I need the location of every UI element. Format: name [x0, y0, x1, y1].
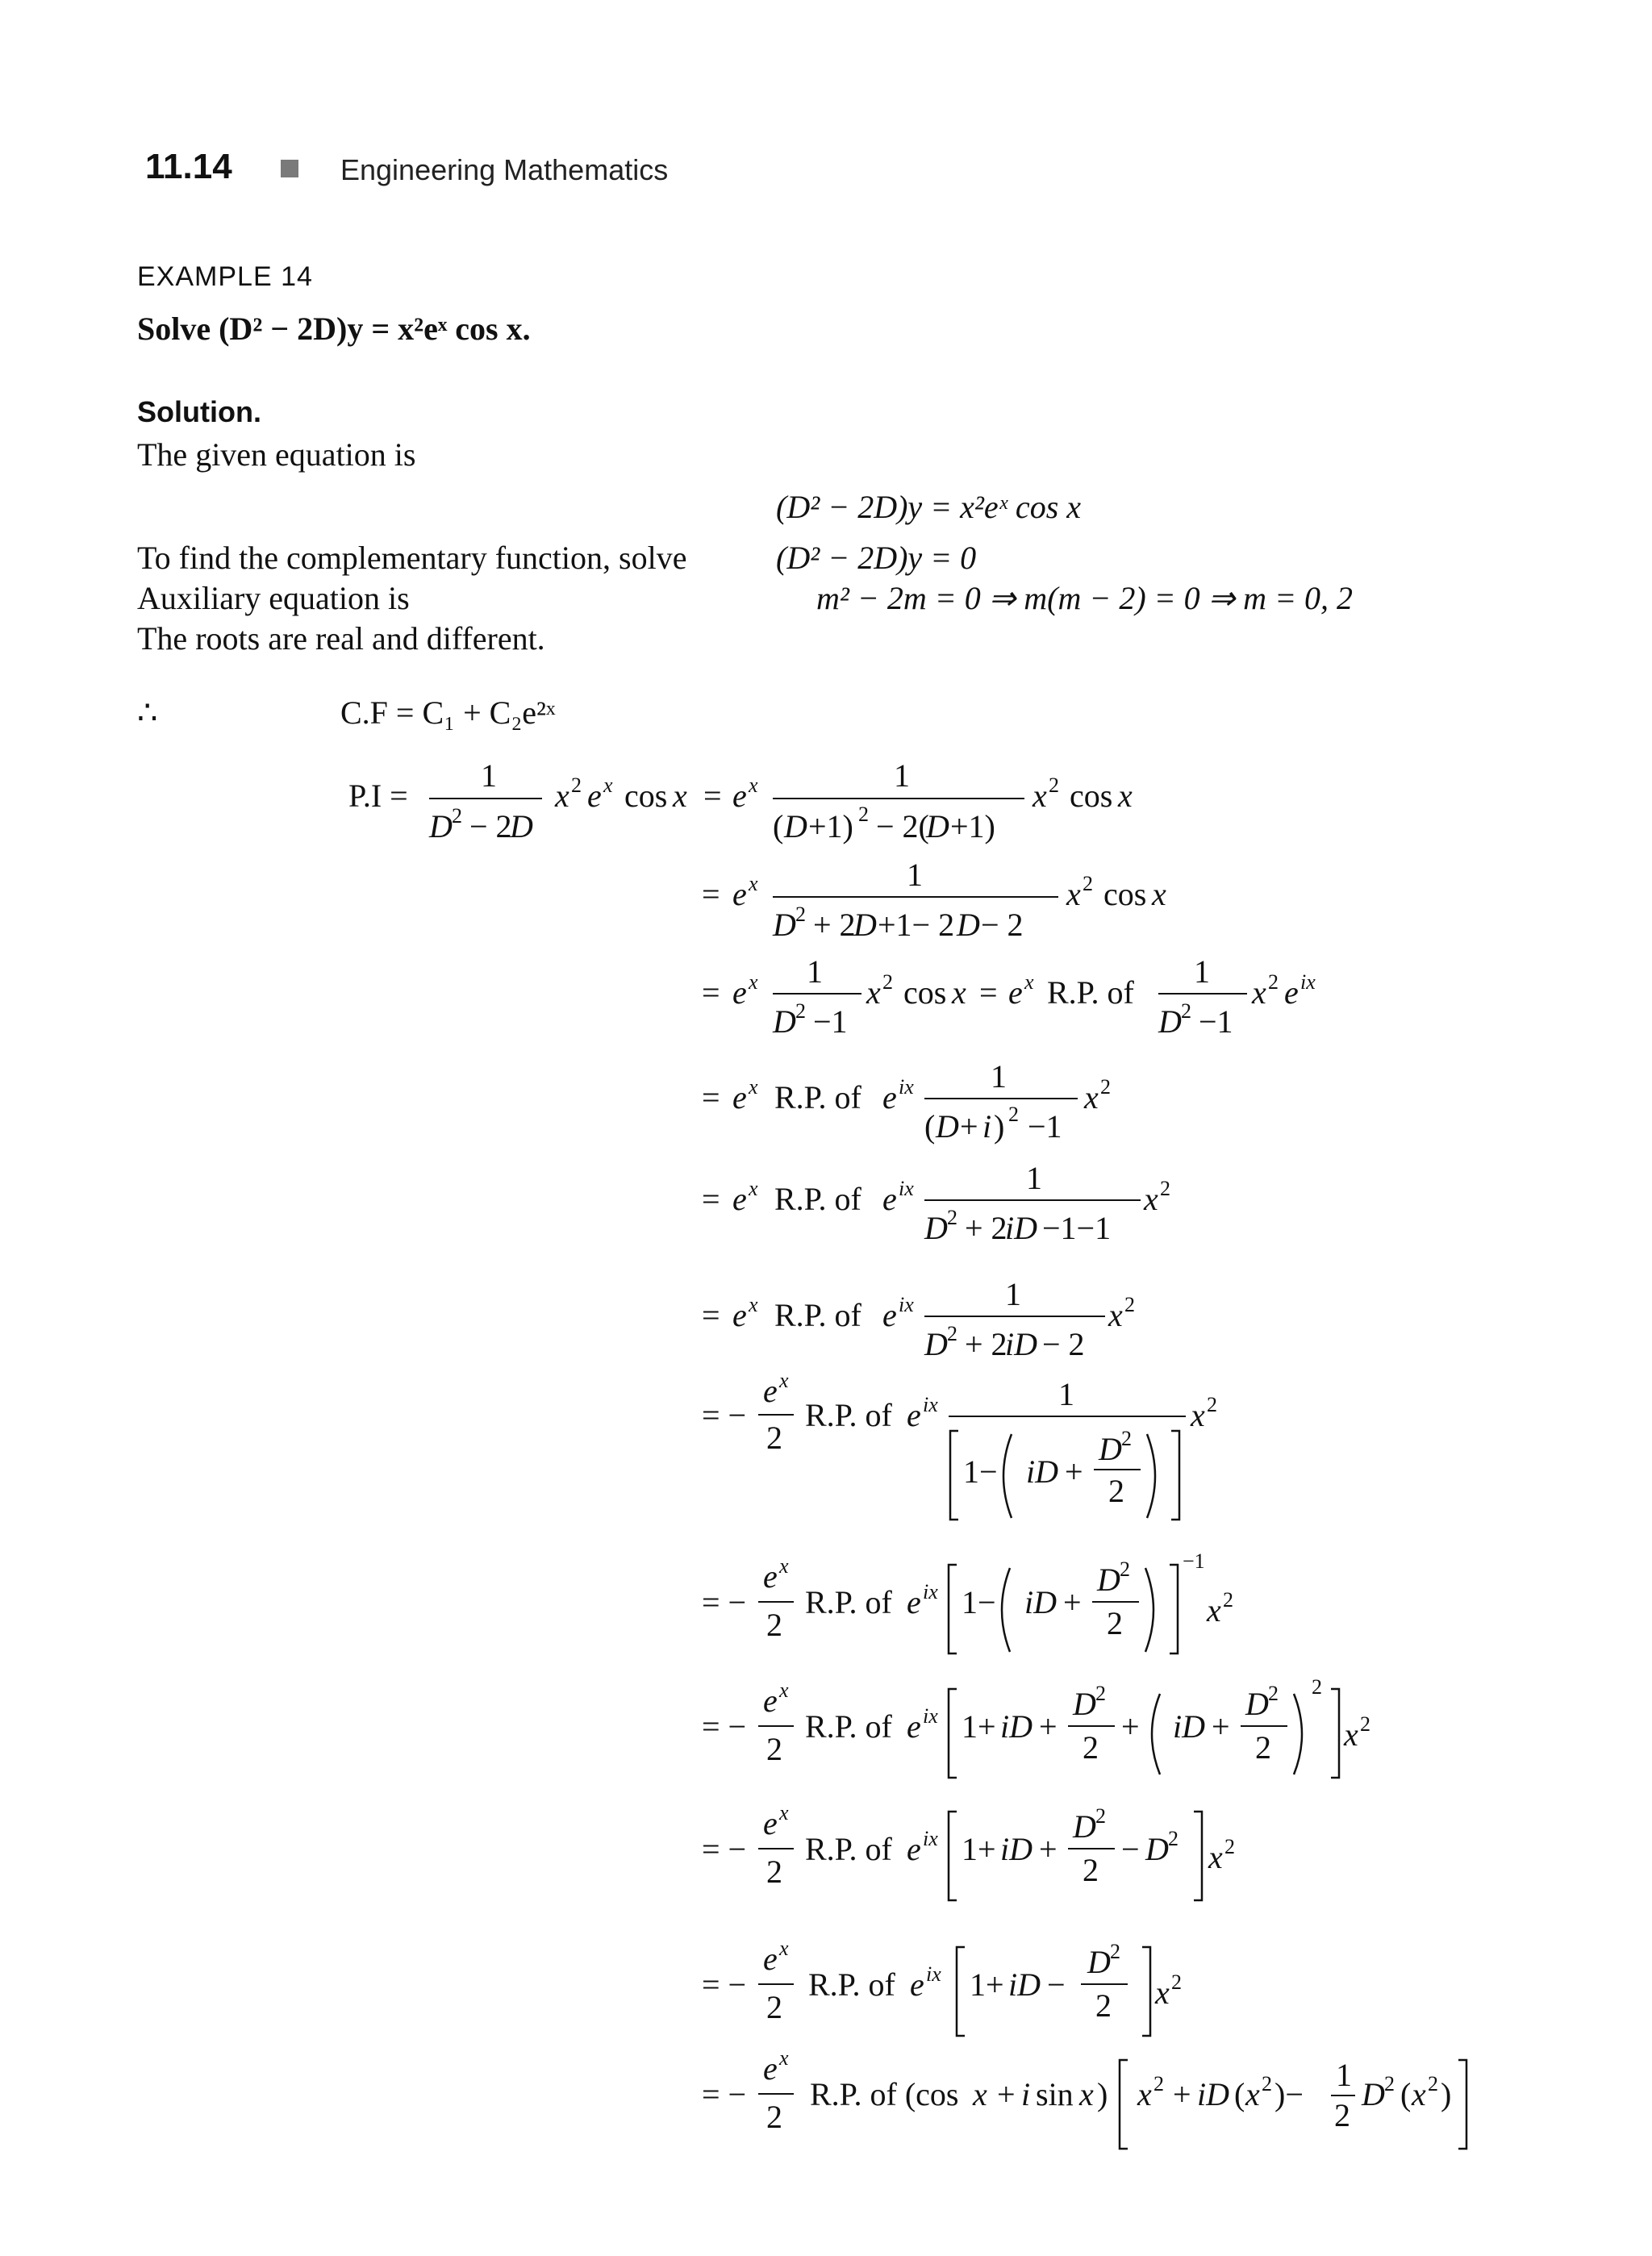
svg-text:1−: 1− — [962, 1584, 996, 1620]
pi-step-8 — [702, 1549, 1233, 1653]
pi-step-10 — [702, 1801, 1235, 1900]
svg-text:1: 1 — [481, 757, 497, 794]
svg-text:− 2: − 2 — [469, 808, 512, 844]
svg-text:R.P. of: R.P. of — [805, 1708, 892, 1745]
svg-text:−1: −1 — [813, 1003, 848, 1040]
svg-text:2: 2 — [1008, 1103, 1019, 1126]
svg-text:e: e — [1284, 974, 1299, 1011]
svg-text:): ) — [1441, 2076, 1452, 2112]
svg-text:x: x — [779, 1369, 789, 1392]
svg-text:D: D — [429, 808, 453, 844]
svg-text:+: + — [1173, 2076, 1191, 2112]
page-number: 11.14 — [145, 147, 232, 186]
svg-text:2: 2 — [1207, 1393, 1217, 1416]
svg-text:D: D — [1245, 1686, 1269, 1722]
svg-text:2: 2 — [795, 903, 806, 926]
solution-line-cf: To find the complementary function, solve — [137, 540, 687, 576]
svg-text:=: = — [702, 1079, 720, 1115]
svg-text:D: D — [926, 808, 949, 844]
svg-text:e: e — [732, 876, 747, 912]
svg-text:x: x — [779, 1937, 789, 1960]
svg-text:+1): +1) — [950, 808, 995, 844]
pi-step-6 — [702, 1276, 1135, 1362]
svg-text:x: x — [1079, 2076, 1094, 2112]
svg-text:2: 2 — [1160, 1177, 1170, 1200]
svg-text:2: 2 — [1153, 2072, 1164, 2095]
svg-text:e: e — [763, 1373, 778, 1409]
svg-text:iD: iD — [1005, 1326, 1037, 1362]
auxiliary-equation: m² − 2m = 0 ⇒ m(m − 2) = 0 ⇒ m = 0, 2 — [816, 580, 1354, 616]
svg-text:2: 2 — [947, 1206, 957, 1229]
pi-step-4 — [702, 1058, 1111, 1145]
svg-text:1: 1 — [1336, 2057, 1352, 2093]
svg-text:D: D — [1099, 1431, 1122, 1467]
svg-text:− 2: − 2 — [981, 907, 1024, 943]
svg-text:D: D — [773, 1003, 796, 1040]
svg-text:2: 2 — [1262, 2072, 1272, 2095]
svg-text:2: 2 — [1083, 1729, 1099, 1766]
svg-text:2: 2 — [766, 1731, 782, 1767]
svg-text:x: x — [973, 2076, 987, 2112]
svg-text:=: = — [702, 1181, 720, 1217]
example-label: EXAMPLE 14 — [137, 261, 313, 292]
svg-text:x: x — [749, 970, 758, 994]
svg-text:e: e — [907, 1831, 921, 1867]
svg-text:ix: ix — [923, 1704, 938, 1728]
svg-text:+ 2: + 2 — [813, 907, 856, 943]
svg-text:−1: −1 — [1028, 1108, 1062, 1145]
svg-text:D: D — [957, 907, 980, 943]
svg-text:+: + — [1065, 1453, 1083, 1490]
svg-text:+1): +1) — [808, 808, 853, 844]
svg-text:−1−1: −1−1 — [1042, 1210, 1112, 1246]
equation-given: (D² − 2D)y = x²eˣ cos x — [776, 489, 1082, 525]
svg-text:= −: = − — [702, 1966, 747, 2003]
pi-step-11 — [702, 1937, 1182, 2036]
svg-text:1: 1 — [1005, 1276, 1021, 1312]
svg-text:+ 2: + 2 — [965, 1326, 1007, 1362]
svg-text:e: e — [882, 1297, 897, 1333]
svg-text:x: x — [749, 774, 758, 797]
solution-label: Solution. — [137, 395, 261, 428]
svg-text:2: 2 — [1107, 1605, 1123, 1641]
svg-text:ix: ix — [899, 1075, 914, 1099]
svg-text:x: x — [1152, 876, 1166, 912]
svg-text:2: 2 — [1110, 1940, 1120, 1963]
svg-text:1: 1 — [991, 1058, 1007, 1095]
svg-text:2: 2 — [1120, 1558, 1130, 1581]
svg-text:D: D — [1158, 1003, 1182, 1040]
svg-text:= −: = − — [702, 1831, 747, 1867]
svg-text:D: D — [853, 907, 877, 943]
svg-text:1: 1 — [1194, 953, 1210, 990]
svg-text:x: x — [749, 1177, 758, 1200]
svg-text:− 2: − 2 — [1042, 1326, 1085, 1362]
svg-text:iD: iD — [1026, 1453, 1058, 1490]
svg-text:cos: cos — [1070, 778, 1113, 814]
svg-text:ix: ix — [899, 1177, 914, 1200]
svg-text:2: 2 — [766, 1607, 782, 1643]
svg-text:= −: = − — [702, 2076, 747, 2112]
svg-text:e: e — [882, 1181, 897, 1217]
svg-text:2: 2 — [1124, 1293, 1135, 1316]
svg-text:e: e — [907, 1584, 921, 1620]
svg-text:+: + — [1121, 1708, 1140, 1745]
svg-text:x: x — [866, 974, 881, 1011]
svg-text:1+: 1+ — [970, 1966, 1004, 2003]
svg-text:x: x — [1412, 2076, 1426, 2112]
svg-text:2: 2 — [1121, 1427, 1132, 1450]
pi-step-9 — [702, 1675, 1370, 1778]
svg-text:D: D — [1073, 1808, 1096, 1845]
example-statement: Solve (D² − 2D)y = x²eˣ cos x. — [137, 311, 531, 347]
svg-text:)−: )− — [1274, 2076, 1304, 2112]
svg-text:= −: = − — [702, 1397, 747, 1433]
svg-text:i: i — [1021, 2076, 1031, 2112]
svg-text:D: D — [510, 808, 533, 844]
svg-text:x: x — [1108, 1297, 1123, 1333]
pi-step-12 — [702, 2046, 1466, 2149]
svg-text:x: x — [749, 1293, 758, 1316]
svg-text:x: x — [952, 974, 966, 1011]
svg-text:+: + — [997, 2076, 1016, 2112]
svg-text:x: x — [1252, 974, 1266, 1011]
svg-text:1+: 1+ — [962, 1831, 996, 1867]
svg-text:e: e — [1008, 974, 1023, 1011]
svg-text:2: 2 — [1268, 1682, 1279, 1705]
svg-text:−1: −1 — [1199, 1003, 1233, 1040]
svg-text:D: D — [924, 1326, 948, 1362]
svg-text:2: 2 — [1095, 1987, 1112, 2024]
svg-text:2: 2 — [452, 804, 462, 828]
therefore-symbol: ∴ — [137, 694, 158, 731]
svg-text:+: + — [960, 1108, 978, 1145]
solution-line-auxiliary: Auxiliary equation is — [137, 580, 410, 616]
svg-text:ix: ix — [923, 1580, 938, 1603]
svg-text:1: 1 — [907, 857, 923, 893]
svg-text:2: 2 — [1181, 999, 1191, 1023]
pi-step-3 — [702, 953, 1316, 1040]
svg-text:2: 2 — [571, 774, 582, 797]
svg-text:1−: 1− — [963, 1453, 998, 1490]
svg-text:i: i — [982, 1108, 992, 1145]
svg-text:x: x — [1344, 1716, 1358, 1753]
svg-text:e: e — [763, 1941, 778, 1977]
svg-text:iD: iD — [1008, 1966, 1041, 2003]
svg-text:R.P. of: R.P. of — [805, 1831, 892, 1867]
svg-text:+ 2: + 2 — [965, 1210, 1007, 1246]
svg-text:x: x — [1118, 778, 1133, 814]
svg-text:2: 2 — [858, 803, 869, 826]
svg-text:x: x — [1066, 876, 1081, 912]
svg-text:e: e — [732, 1297, 747, 1333]
svg-text:e: e — [910, 1966, 924, 2003]
svg-text:ix: ix — [899, 1293, 914, 1316]
svg-text:+: + — [1212, 1708, 1230, 1745]
svg-text:D: D — [773, 907, 796, 943]
svg-text:x: x — [1191, 1397, 1205, 1433]
svg-text:ix: ix — [926, 1962, 941, 1986]
svg-text:+: + — [1039, 1831, 1058, 1867]
svg-text:x: x — [1155, 1975, 1170, 2011]
svg-text:1: 1 — [1058, 1376, 1074, 1412]
svg-text:D: D — [1073, 1686, 1096, 1722]
svg-text:cos: cos — [1103, 876, 1147, 912]
svg-text:=: = — [702, 974, 720, 1011]
svg-text:2: 2 — [1095, 1682, 1106, 1705]
svg-text:R.P. of: R.P. of — [1047, 974, 1134, 1011]
svg-text:2: 2 — [1100, 1075, 1111, 1099]
svg-text:2: 2 — [1171, 1970, 1182, 1994]
svg-text:x: x — [1084, 1079, 1099, 1115]
svg-text:iD: iD — [1173, 1708, 1205, 1745]
svg-text:2: 2 — [1083, 1852, 1099, 1888]
svg-text:1: 1 — [1026, 1160, 1042, 1196]
svg-text:− 2(: − 2( — [876, 808, 929, 844]
svg-text:x: x — [779, 2046, 789, 2070]
svg-text:= −: = − — [702, 1708, 747, 1745]
svg-text:e: e — [732, 974, 747, 1011]
svg-text:2: 2 — [766, 1854, 782, 1890]
svg-text:D: D — [784, 808, 807, 844]
pi-step-7 — [702, 1369, 1217, 1520]
svg-text:−1: −1 — [1183, 1549, 1205, 1573]
svg-text:(: ( — [924, 1108, 936, 1145]
svg-text:e: e — [763, 1558, 778, 1595]
svg-text:=: = — [703, 778, 722, 814]
svg-text:2: 2 — [1223, 1588, 1233, 1612]
svg-text:iD: iD — [1197, 2076, 1229, 2112]
svg-text:2: 2 — [1334, 2097, 1350, 2133]
svg-text:D: D — [1097, 1562, 1120, 1598]
svg-text:x: x — [1245, 2076, 1260, 2112]
svg-text:e: e — [763, 2050, 778, 2087]
svg-text:cos: cos — [903, 974, 947, 1011]
svg-text:x: x — [673, 778, 687, 814]
svg-text:e: e — [732, 1181, 747, 1217]
svg-text:e: e — [763, 1805, 778, 1841]
svg-text:): ) — [994, 1108, 1005, 1145]
solution-line-roots: The roots are real and different. — [137, 620, 545, 657]
svg-text:=: = — [702, 876, 720, 912]
book-title: Engineering Mathematics — [340, 153, 669, 186]
pi-step-5 — [702, 1160, 1170, 1246]
complementary-function: C.F = C₁ + C₂e²ˣ — [340, 694, 556, 731]
svg-text:2: 2 — [1384, 2072, 1395, 2095]
svg-text:D: D — [936, 1108, 959, 1145]
svg-text:x: x — [603, 774, 613, 797]
svg-text:2: 2 — [795, 999, 806, 1023]
svg-text:e: e — [907, 1397, 921, 1433]
svg-text:e: e — [732, 1079, 747, 1115]
svg-text:D: D — [1145, 1831, 1169, 1867]
svg-text:2: 2 — [766, 1989, 782, 2025]
svg-text:x: x — [1024, 970, 1034, 994]
svg-text:(: ( — [773, 808, 784, 844]
svg-text:1: 1 — [807, 953, 823, 990]
svg-text:x: x — [1208, 1839, 1223, 1875]
svg-text:=: = — [702, 1297, 720, 1333]
svg-text:2: 2 — [1428, 2072, 1438, 2095]
svg-text:iD: iD — [1000, 1708, 1032, 1745]
svg-text:R.P. of: R.P. of — [774, 1297, 861, 1333]
svg-text:cos: cos — [624, 778, 668, 814]
svg-text:x: x — [779, 1678, 789, 1702]
svg-text:x: x — [1207, 1592, 1221, 1628]
svg-text:2: 2 — [1224, 1835, 1235, 1858]
svg-text:x: x — [749, 1075, 758, 1099]
svg-text:+: + — [1039, 1708, 1058, 1745]
svg-text:= −: = − — [702, 1584, 747, 1620]
svg-text:e: e — [732, 778, 747, 814]
svg-text:R.P. of: R.P. of — [808, 1966, 895, 2003]
svg-text:): ) — [1097, 2076, 1108, 2112]
svg-text:−: − — [1121, 1831, 1140, 1867]
svg-text:2: 2 — [1168, 1827, 1179, 1850]
svg-text:2: 2 — [1049, 774, 1059, 797]
svg-text:D: D — [924, 1210, 948, 1246]
svg-text:+1− 2: +1− 2 — [878, 907, 955, 943]
svg-text:+: + — [1063, 1584, 1082, 1620]
svg-text:e: e — [907, 1708, 921, 1745]
solution-line-given: The given equation is — [137, 436, 416, 473]
svg-text:2: 2 — [1268, 970, 1279, 994]
pi-step-1 — [348, 757, 1133, 844]
svg-text:D: D — [1362, 2076, 1385, 2112]
svg-text:x: x — [779, 1554, 789, 1578]
svg-text:x: x — [555, 778, 569, 814]
svg-text:e: e — [882, 1079, 897, 1115]
svg-text:1+: 1+ — [962, 1708, 996, 1745]
svg-text:ix: ix — [1300, 970, 1316, 994]
svg-text:x: x — [1144, 1181, 1158, 1217]
svg-text:2: 2 — [1312, 1675, 1322, 1699]
svg-text:(: ( — [1400, 2076, 1412, 2112]
svg-text:2: 2 — [1255, 1729, 1271, 1766]
svg-text:=: = — [979, 974, 998, 1011]
svg-text:R.P. of: R.P. of — [774, 1079, 861, 1115]
svg-text:−: − — [1047, 1966, 1066, 2003]
svg-text:R.P. of (cos: R.P. of (cos — [810, 2076, 959, 2112]
svg-text:e: e — [763, 1683, 778, 1719]
svg-text:(: ( — [1234, 2076, 1245, 2112]
equation-homogeneous: (D² − 2D)y = 0 — [776, 540, 977, 576]
svg-text:x: x — [1137, 2076, 1152, 2112]
svg-text:x: x — [749, 872, 758, 895]
pi-step-2 — [702, 857, 1166, 943]
svg-text:2: 2 — [1083, 872, 1093, 895]
svg-text:R.P. of: R.P. of — [774, 1181, 861, 1217]
svg-text:R.P. of: R.P. of — [805, 1584, 892, 1620]
svg-text:2: 2 — [947, 1322, 957, 1345]
svg-text:iD: iD — [1024, 1584, 1057, 1620]
svg-text:ix: ix — [923, 1827, 938, 1850]
svg-text:sin: sin — [1036, 2076, 1074, 2112]
svg-text:2: 2 — [1108, 1473, 1124, 1509]
svg-text:x: x — [779, 1801, 789, 1824]
svg-text:ix: ix — [923, 1393, 938, 1416]
svg-text:2: 2 — [882, 970, 893, 994]
svg-text:R.P. of: R.P. of — [805, 1397, 892, 1433]
svg-text:2: 2 — [766, 2099, 782, 2135]
svg-text:2: 2 — [766, 1420, 782, 1456]
svg-text:2: 2 — [1360, 1712, 1370, 1736]
svg-text:iD: iD — [1005, 1210, 1037, 1246]
svg-text:2: 2 — [1095, 1804, 1106, 1828]
svg-text:e: e — [587, 778, 602, 814]
svg-text:D: D — [1087, 1944, 1111, 1980]
svg-text:P.I =: P.I = — [348, 778, 408, 814]
svg-text:iD: iD — [1000, 1831, 1032, 1867]
svg-text:x: x — [1032, 778, 1047, 814]
svg-text:1: 1 — [894, 757, 910, 794]
